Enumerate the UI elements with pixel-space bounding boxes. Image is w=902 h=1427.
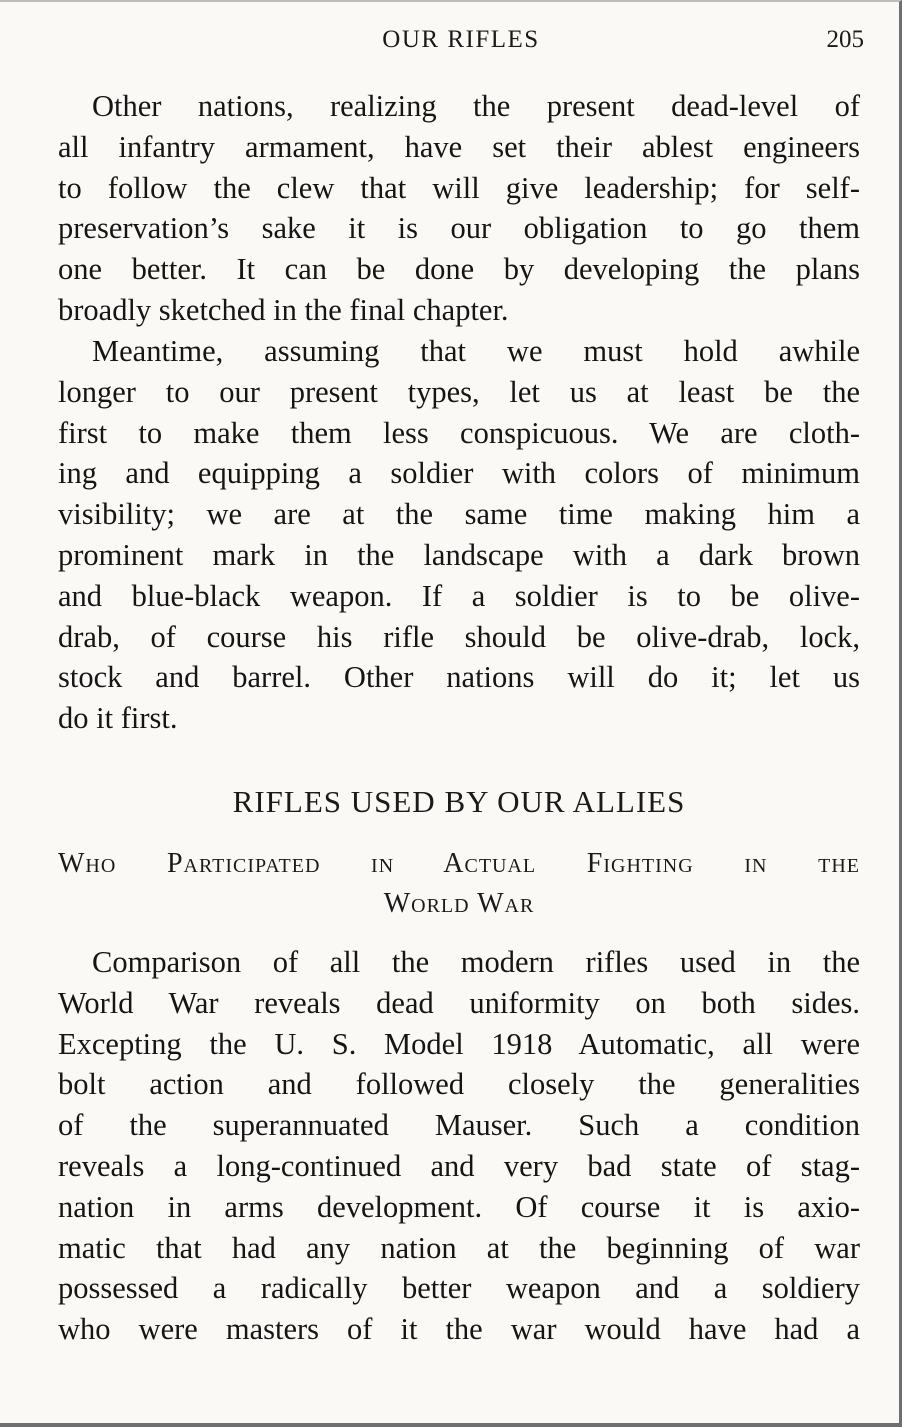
paragraph-line: World War reveals dead uniformity on both sides. (58, 985, 860, 1020)
paragraph-line: drab, of course his rifle should be olive-drab, lock, (58, 619, 860, 654)
paragraph-line: prominent mark in the landscape with a dark brown (58, 537, 860, 572)
paragraph-line: possessed a radically better weapon and a soldiery (58, 1271, 860, 1306)
page-number: 205 (826, 26, 864, 53)
section-subtitle-line: World War (383, 888, 535, 919)
paragraph-line: reveals a long-continued and very bad state of stag- (58, 1148, 860, 1183)
paragraph-line: matic that had any nation at the beginning of war (58, 1230, 860, 1265)
paragraph-line: Comparison of all the modern rifles used in the (92, 945, 860, 979)
paragraph-line: all infantry armament, have set their ablest engineers (58, 129, 860, 164)
paragraph-line: longer to our present types, let us at least be the (58, 374, 860, 409)
paragraph-line: Meantime, assuming that we must hold awhile (92, 334, 860, 368)
paragraph-line: who were masters of it the war would have had a (58, 1312, 860, 1347)
paragraph-line: ing and equipping a soldier with colors of minimum (58, 456, 860, 491)
paragraph-line: visibility; we are at the same time making him a (58, 497, 860, 532)
paragraph-line: to follow the clew that will give leadership; for self- (58, 170, 860, 205)
running-head (58, 26, 864, 66)
paragraph-line: broadly sketched in the final chapter. (58, 292, 509, 327)
paragraph-line: one better. It can be done by developing the plans (58, 252, 860, 287)
paragraph-line: Excepting the U. S. Model 1918 Automatic, all were (58, 1026, 860, 1061)
section-subtitle (58, 844, 860, 924)
running-title: OUR RIFLES (382, 26, 540, 53)
paragraph-line: of the superannuated Mauser. Such a condition (58, 1108, 860, 1143)
paragraph-line: bolt action and followed closely the generalities (58, 1067, 860, 1102)
paragraph-2 (58, 331, 860, 739)
paragraph-line: preservation’s sake it is our obligation to go them (58, 211, 860, 246)
paragraph-line: Other nations, realizing the present dead-level of (92, 89, 860, 123)
paragraph-line: and blue-black weapon. If a soldier is to be olive- (58, 578, 860, 613)
paragraph-3 (58, 942, 860, 1350)
paragraph-line: nation in arms development. Of course it is axio- (58, 1189, 860, 1224)
paragraph-line: first to make them less conspicuous. We are cloth- (58, 415, 860, 450)
paragraph-line: do it first. (58, 701, 178, 736)
section-subtitle-line: Who Participated in Actual Fighting in the (58, 848, 860, 879)
section-title: RIFLES USED BY OUR ALLIES (232, 784, 686, 819)
paragraph-1 (58, 86, 860, 331)
paragraph-line: stock and barrel. Other nations will do it; let us (58, 660, 860, 695)
